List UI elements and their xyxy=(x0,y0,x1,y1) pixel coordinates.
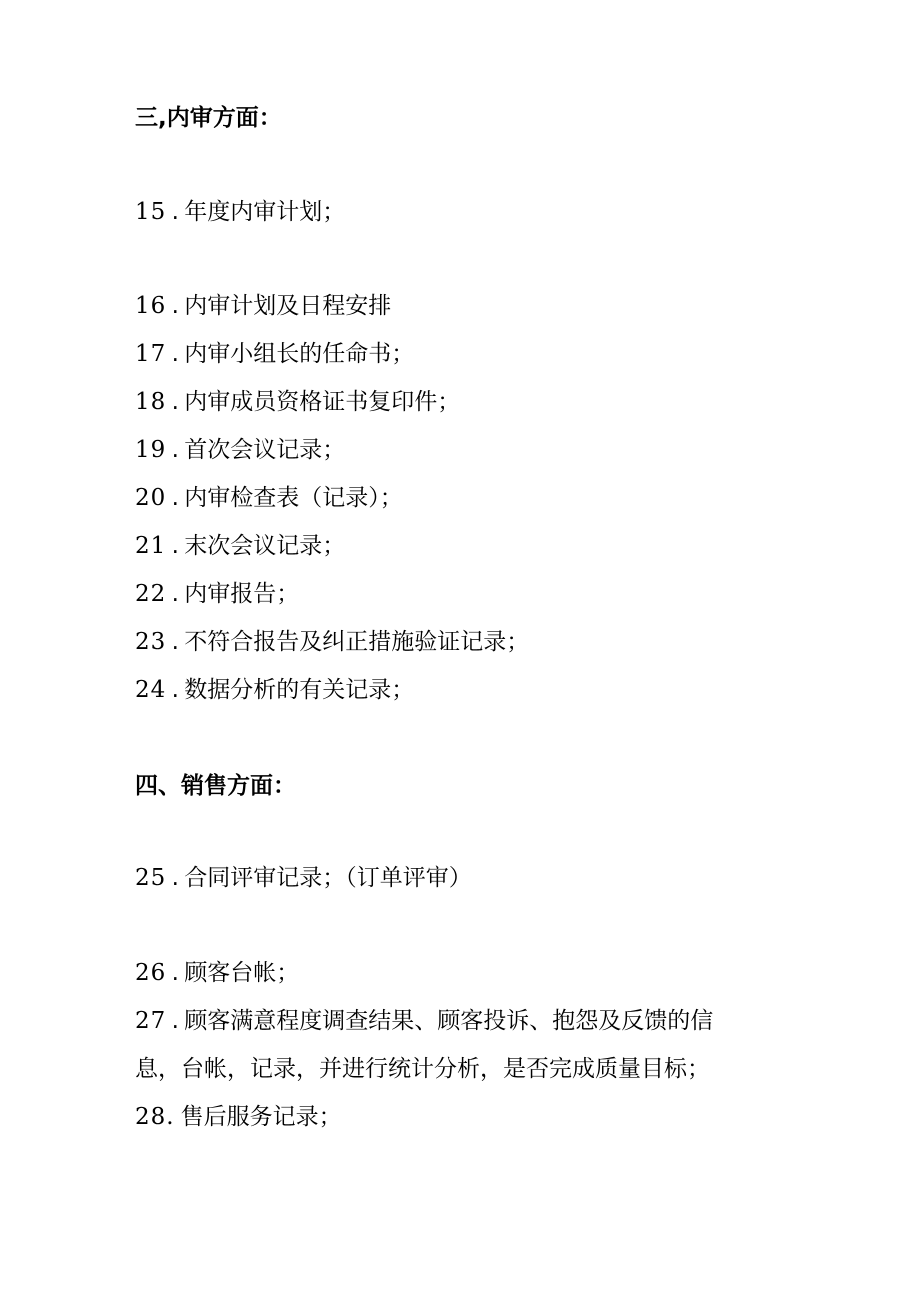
list-item xyxy=(135,197,345,227)
list-item xyxy=(135,1102,342,1132)
list-item xyxy=(135,531,345,561)
item-text: 内审计划及日程安排 xyxy=(184,293,392,319)
section-heading-internal-audit: 三,内审方面： xyxy=(135,105,282,131)
item-text: 不符合报告及纠正措施验证记录； xyxy=(184,629,530,655)
item-separator: . xyxy=(171,341,179,367)
item-separator: . xyxy=(171,629,179,655)
item-number: 15 xyxy=(135,199,167,225)
item-number: 27 xyxy=(135,1008,167,1034)
item-separator: . xyxy=(171,960,179,986)
item-text: 售后服务记录； xyxy=(180,1104,342,1130)
item-number: 21 xyxy=(135,533,167,559)
item-separator: . xyxy=(171,389,179,415)
list-item xyxy=(135,675,414,705)
item-number: 23 xyxy=(135,629,167,655)
item-text: 内审检查表（记录）； xyxy=(184,485,403,511)
item-number: 26 xyxy=(135,960,167,986)
list-item-continuation: 息，台帐，记录，并进行统计分析，是否完成质量目标； xyxy=(135,1056,710,1082)
item-separator: . xyxy=(171,293,179,319)
item-text: 顾客满意程度调查结果、顾客投诉、抱怨及反馈的信 xyxy=(184,1008,714,1034)
list-item xyxy=(135,958,299,988)
item-separator: . xyxy=(171,533,179,559)
item-text: 内审报告； xyxy=(184,581,300,607)
list-item xyxy=(135,483,403,513)
item-text: 数据分析的有关记录； xyxy=(184,677,415,703)
item-separator: . xyxy=(171,485,179,511)
list-item xyxy=(135,291,391,321)
item-number: 22 xyxy=(135,581,167,607)
item-separator: . xyxy=(171,677,179,703)
list-item xyxy=(135,627,529,657)
section-heading-sales: 四、销售方面： xyxy=(135,773,296,799)
item-number: 16 xyxy=(135,293,167,319)
item-text: 首次会议记录； xyxy=(184,437,346,463)
item-number: 20 xyxy=(135,485,167,511)
item-separator: . xyxy=(171,199,179,225)
item-number: 18 xyxy=(135,389,167,415)
item-separator: . xyxy=(171,865,179,891)
item-number: 17 xyxy=(135,341,167,367)
item-separator: . xyxy=(171,437,179,463)
item-number: 24 xyxy=(135,677,167,703)
list-item xyxy=(135,579,299,609)
item-number: 25 xyxy=(135,865,167,891)
item-text: 年度内审计划； xyxy=(184,199,346,225)
list-item xyxy=(135,1006,713,1036)
item-number: 19 xyxy=(135,437,167,463)
item-text: 内审小组长的任命书； xyxy=(184,341,415,367)
item-text: 末次会议记录； xyxy=(184,533,346,559)
list-item xyxy=(135,387,460,417)
item-separator: . xyxy=(171,1008,179,1034)
item-separator: . xyxy=(171,581,179,607)
item-text: 顾客台帐； xyxy=(184,960,300,986)
list-item xyxy=(135,863,472,893)
item-number: 28. xyxy=(135,1104,175,1130)
list-item xyxy=(135,339,414,369)
list-item xyxy=(135,435,345,465)
item-text: 合同评审记录；（订单评审） xyxy=(184,865,472,891)
item-text: 内审成员资格证书复印件； xyxy=(184,389,461,415)
